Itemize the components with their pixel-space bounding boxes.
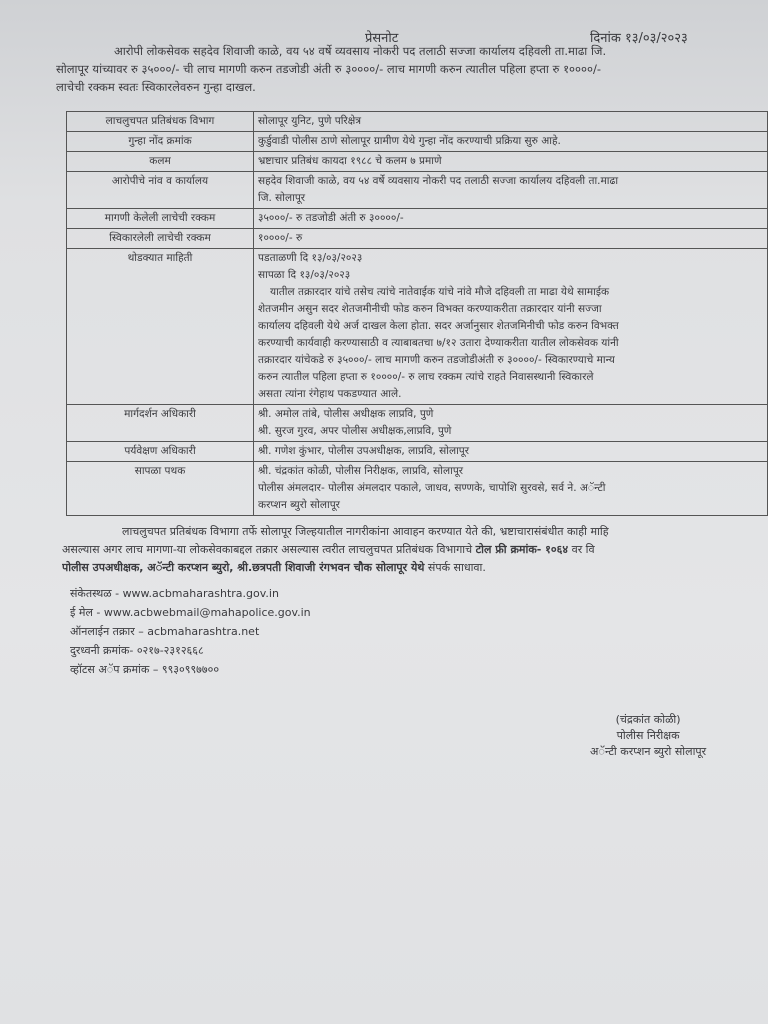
row-label: लाचलुचपत प्रतिबंधक विभाग [67,112,254,132]
appeal-line [62,559,768,577]
table-row [67,229,768,249]
table-row [67,249,768,405]
appeal-text: असल्यास अगर लाच मागणा-या लोकसेवकाबद्दल तक्रार असल्यास त्वरीत लाचलुचपत प्रतिबंधक विभागाचे [62,543,476,556]
signatory-name: (चंद्रकांत कोळी) [615,713,681,726]
value-line: पोलीस अंमलदार- पोलीस अंमलदार पकाले, जाधव, सण्णके, चापोशि सुरवसे, सर्व ने. अॅन्टी [258,482,606,494]
table-row [67,442,768,462]
press-note-title: प्रेसनोट [365,31,399,46]
table-row [67,152,768,172]
table-row [67,462,768,516]
intro-line: सोलापूर यांच्यावर रु ३५०००/- ची लाच मागणी करुन तडजोडी अंती रु ३००००/- लाच मागणी करुन त्यातील पहिला हप्ता रु १००००/- [56,62,601,76]
row-label: कलम [67,152,254,172]
value-line: सहदेव शिवाजी काळे, वय ५४ वर्षे व्यवसाय नोकरी पद तलाठी सज्जा कार्यालय दहिवली ता.माढा [258,175,619,187]
value-line: यातील तक्रारदार यांचे तसेच त्यांचे नातेवाईक यांचे नांवे मौजे दहिवली ता माढा येथे सामाईक [270,286,610,298]
value-line: करण्याची कार्यवाही करण्यासाठी व त्याबाबतचा ७/१२ उतारा देण्याकरीता यातील लोकसेवक यांनी [258,337,619,349]
row-label: स्विकारलेली लाचेची रक्कम [67,229,254,249]
row-value: ३५०००/- रु तडजोडी अंती रु ३००००/- [254,209,768,229]
row-value: भ्रष्टाचार प्रतिबंध कायदा १९८८ चे कलम ७ प्रमाणे [254,152,768,172]
value-line: श्री. चंद्रकांत कोळी, पोलीस निरीक्षक, लाप्रवि, सोलापूर [258,465,464,477]
value-line: कार्यालय दहिवली येथे अर्ज दाखल केला होता. सदर अर्जानुसार शेतजमिनीची फोड करुन विभक्त [258,320,619,332]
table-row [67,112,768,132]
value-line: श्री. अमोल तांबे, पोलीस अधीक्षक लाप्रवि, पुणे [258,408,434,420]
online-complaint-line: ऑनलाईन तक्रार – acbmaharashtra.net [70,625,260,638]
intro-line: आरोपी लोकसेवक सहदेव शिवाजी काळे, वय ५४ वर्षे व्यवसाय नोकरी पद तलाठी सज्जा कार्यालय दहिवली ता.माढा जि. [114,44,607,58]
intro-line: लाचेची रक्कम स्वतः स्विकारलेवरुन गुन्हा दाखल. [56,80,256,94]
row-value: श्री. गणेश कुंभार, पोलीस उपअधीक्षक, लाप्रवि, सोलापूर [254,442,768,462]
case-details-table [66,111,768,516]
document-date: दिनांक १३/०३/२०२३ [590,31,688,46]
row-label: मागणी केलेली लाचेची रक्कम [67,209,254,229]
value-line: शेतजमीन असुन सदर शेतजमीनीची फोड करुन विभक्त करण्याकरीता तक्रारदार यांनी सज्जा [258,303,602,315]
value-line: सापळा दि १३/०३/२०२३ [258,269,351,281]
value-line: श्री. सुरज गुरव, अपर पोलीस अधीक्षक,लाप्रवि, पुणे [258,425,452,437]
row-label: मार्गदर्शन अधिकारी [67,405,254,442]
table-row [67,132,768,152]
value-line: जि. सोलापूर [258,192,306,204]
row-value [254,249,768,405]
row-value [254,462,768,516]
row-value [254,172,768,209]
row-label: गुन्हा नोंद क्रमांक [67,132,254,152]
whatsapp-line: व्हॉटस अॅप क्रमांक – ९९३०९९७७०० [70,663,220,676]
row-value: १००००/- रु [254,229,768,249]
website-line: संकेतस्थळ - www.acbmaharashtra.gov.in [70,587,279,600]
row-label: सापळा पथक [67,462,254,516]
value-line: करप्शन ब्युरो सोलापूर [258,499,340,511]
row-value: सोलापूर युनिट, पुणे परिक्षेत्र [254,112,768,132]
office-address: पोलीस उपअधीक्षक, अॅन्टी करप्शन ब्युरो, श्री.छत्रपती शिवाजी रंगभवन चौक सोलापूर येथे [62,561,425,574]
phone-line: दुरध्वनी क्रमांक- ०२१७-२३१२६६८ [70,644,204,657]
value-line: तक्रारदार यांचेकडे रु ३५०००/- लाच मागणी करुन तडजोडीअंती रु ३००००/- स्विकारण्याचे मान्य [258,354,615,366]
row-label: थोडक्यात माहिती [67,249,254,405]
row-label: पर्यवेक्षण अधिकारी [67,442,254,462]
signatory-office: अॅन्टी करप्शन ब्युरो सोलापूर [590,745,707,758]
appeal-line: लाचलुचपत प्रतिबंधक विभागा तर्फे सोलापूर जिल्हयातील नागरीकांना आवाहन करण्यात येते की, भ्रष्टाचारासंबंधीत काही माहि [122,525,609,538]
table-row [67,172,768,209]
row-value [254,405,768,442]
appeal-paragraph [62,523,768,577]
appeal-text: संपर्क साधावा. [424,561,486,574]
table-row [67,405,768,442]
signature-block [590,712,706,760]
table-row [67,209,768,229]
email-line: ई मेल - www.acbwebmail@mahapolice.gov.in [70,606,311,619]
value-line: करुन त्यातील पहिला हप्ता रु १००००/- रु लाच रक्कम त्यांचे राहते निवासस्थानी स्विकारले [258,371,594,383]
row-label: आरोपीचे नांव व कार्यालय [67,172,254,209]
toll-free-number: टोल फ्री क्रमांक- १०६४ [475,543,569,556]
appeal-line [62,541,768,559]
contact-list [70,584,311,679]
signatory-designation: पोलीस निरीक्षक [616,729,680,742]
value-line: पडताळणी दि १३/०३/२०२३ [258,252,363,264]
value-line: असता त्यांना रंगेहाथ पकडण्यात आले. [258,388,402,400]
appeal-text: वर वि [568,543,595,556]
row-value: कुर्डुवाडी पोलीस ठाणे सोलापूर ग्रामीण येथे गुन्हा नोंद करण्याची प्रक्रिया सुरु आहे. [254,132,768,152]
intro-paragraph [56,42,768,96]
